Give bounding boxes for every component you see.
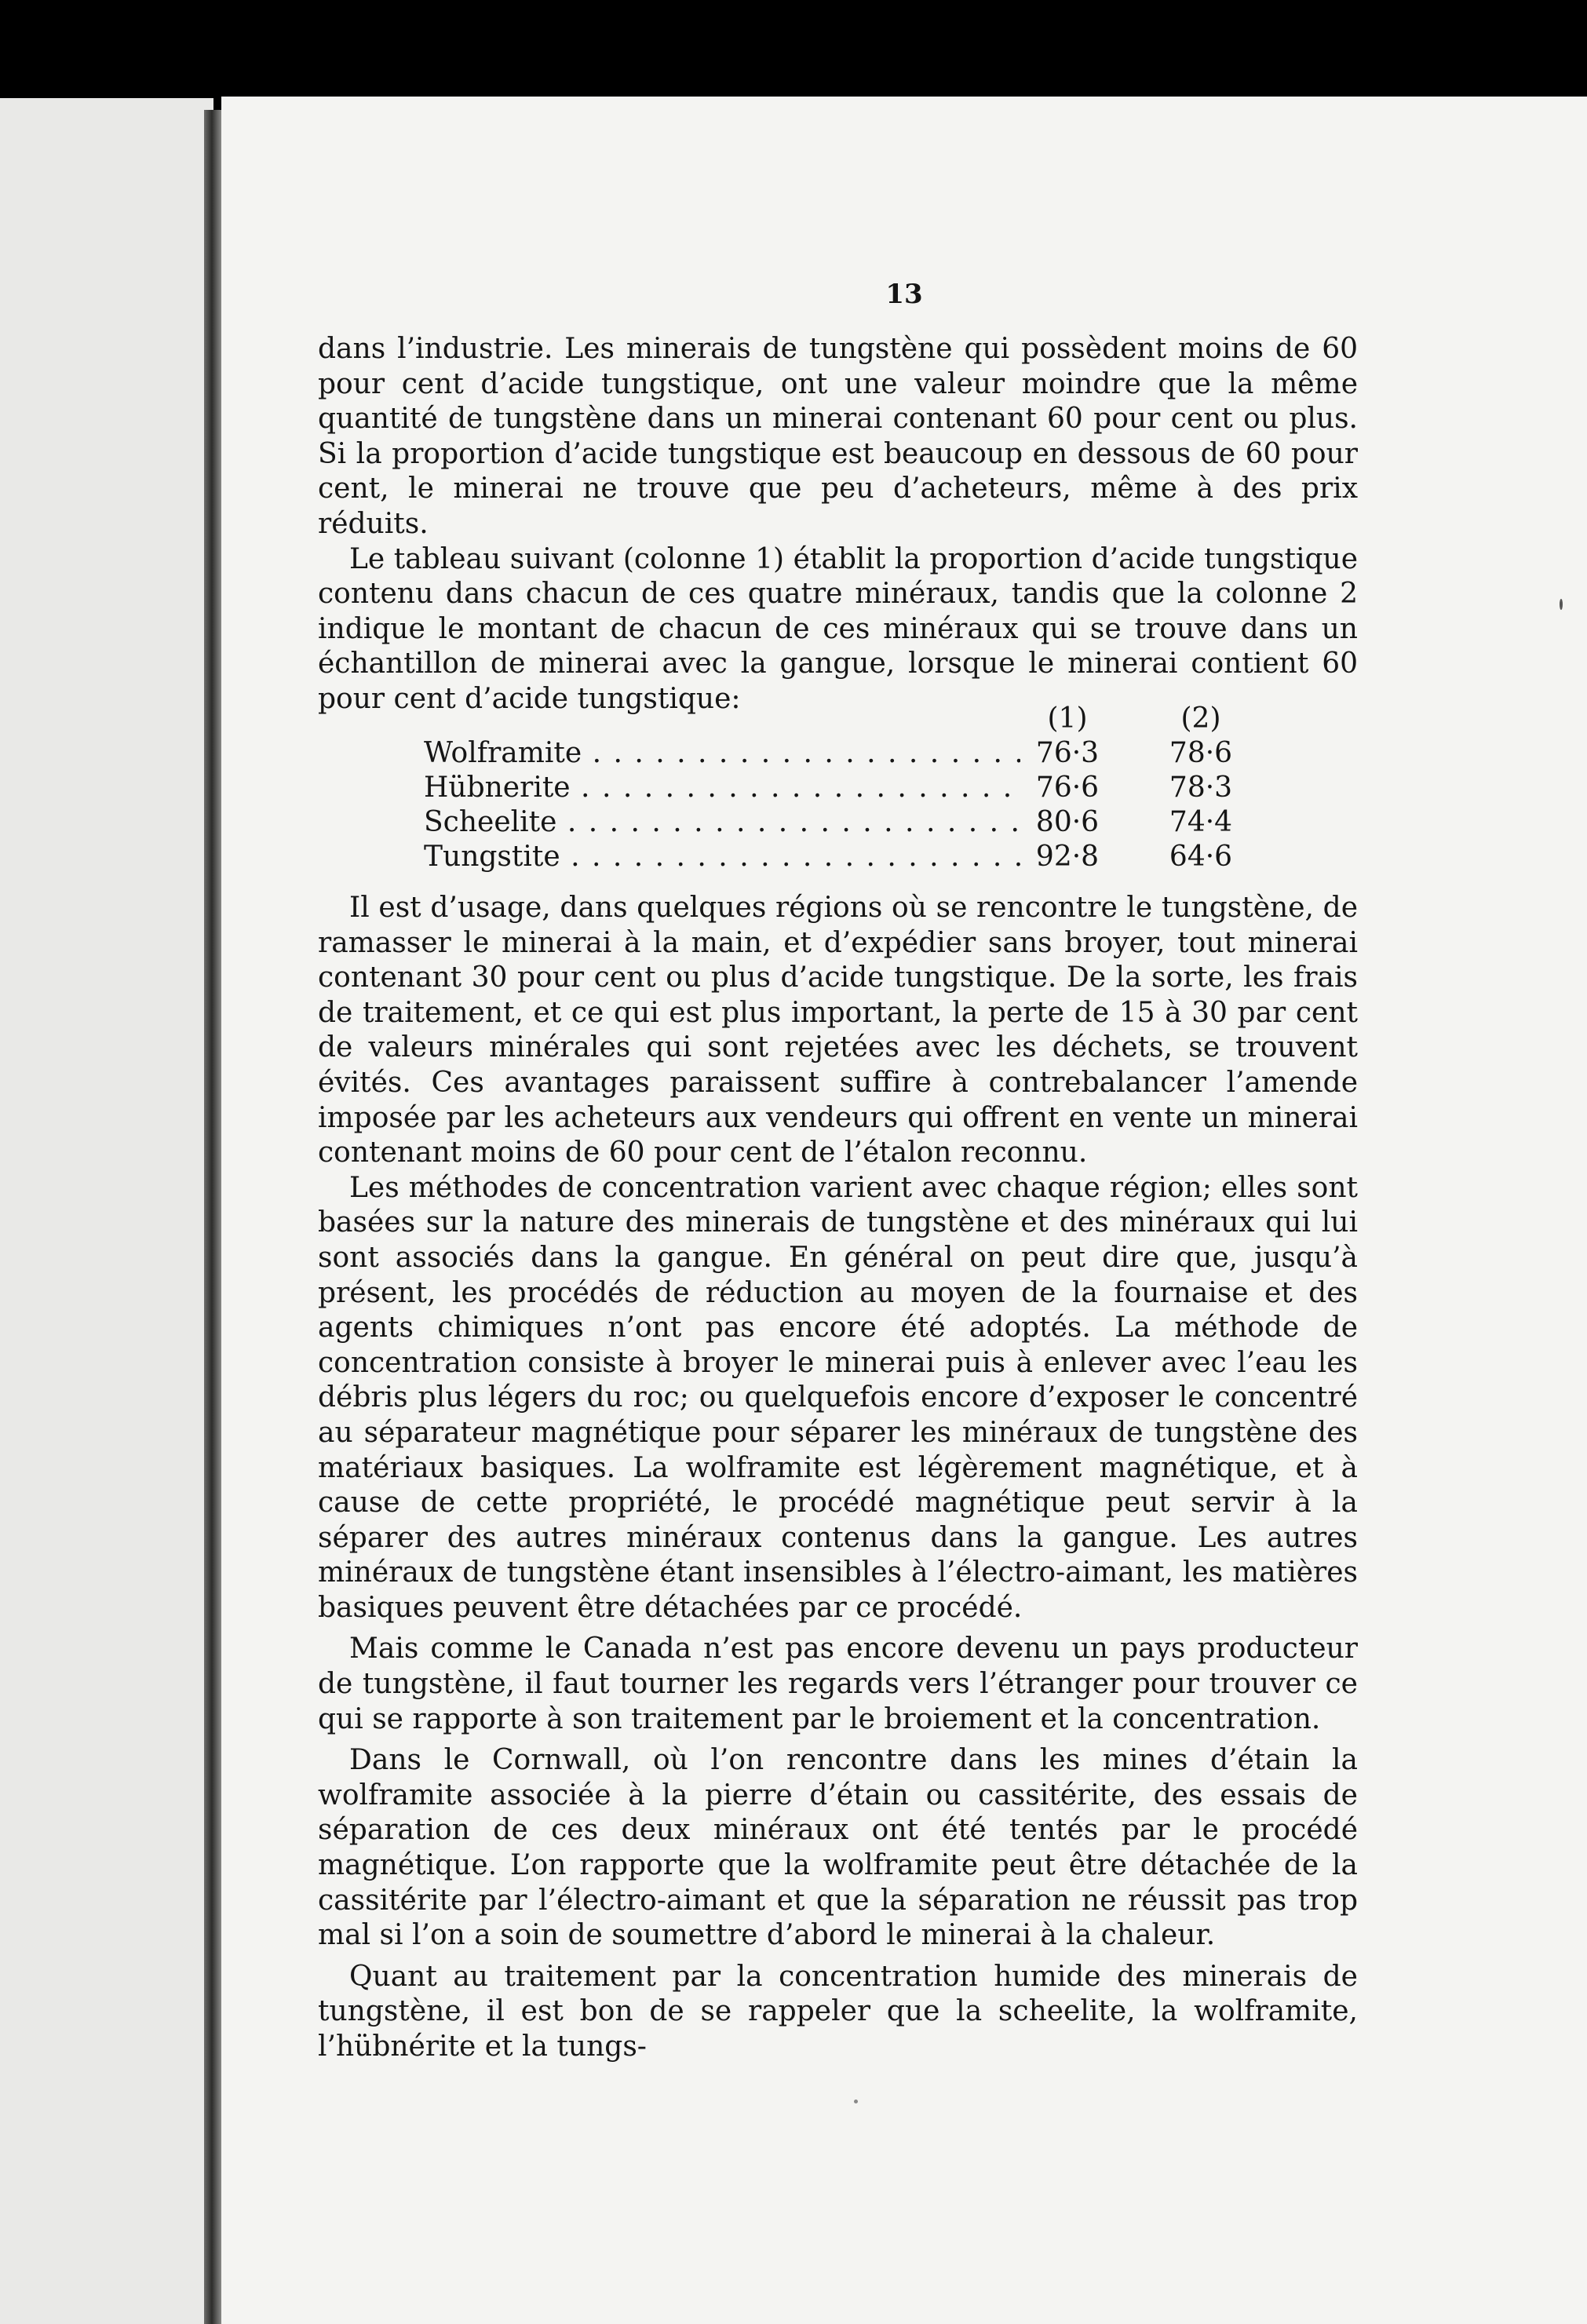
scan-speck bbox=[854, 2100, 858, 2103]
facing-page-edge bbox=[0, 98, 213, 2324]
paragraph-6: Dans le Cornwall, où l’on rencontre dans les mines d’étain la wolframite associée à la pierre d’étain ou cassitérite, des essais de séparation de ces deux minéraux ont été tentés par le procédé magnétique. L’on rapporte que la wolframite peut être détachée de la cassitérite par l’électro-aimant et que la séparation ne réussit pas trop mal si l’on a soin de soumettre d’abord le minerai à la chaleur. bbox=[318, 1744, 1358, 1952]
mineral-name: Hübnerite . . . bbox=[424, 772, 1020, 804]
paragraph-2: Le tableau suivant (colonne 1) établit la proportion d’acide tungstique contenu dans chacun de ces quatre minéraux, tandis que la colonne 2 indique le montant de chacun de ces minéraux qui se trouve dans un échantillon de minerai avec la gangue, lorsque le minerai contient 60 pour cent d’acide tungstique: bbox=[318, 542, 1358, 715]
column-1-value: 76·3 bbox=[1035, 737, 1100, 769]
column-1-header: (1) bbox=[1047, 702, 1088, 735]
paragraph-7: Quant au traitement par la concentration humide des minerais de tungstène, il est bon de se rappeler que la scheelite, la wolframite, l’hübnérite et la tungs- bbox=[318, 1960, 1358, 2063]
column-2-value: 78·3 bbox=[1169, 772, 1233, 804]
table-row bbox=[424, 737, 1287, 772]
mineral-name: Wolframite . . . bbox=[424, 737, 1020, 769]
paragraph-3: Il est d’usage, dans quelques régions où se rencontre le tungstène, de ramasser le minerai à la main, et d’expédier sans broyer, tout minerai contenant 30 pour cent ou plus d’acide tungstique. De la sorte, les frais de traitement, et ce qui est plus important, la perte de 15 à 30 par cent de valeurs minérales qui sont rejetées avec les déchets, se trouvent évités. Ces avantages paraissent suffire à contrebalancer l’amende imposée par les acheteurs aux vendeurs qui offrent en vente un minerai contenant moins de 60 pour cent de l’étalon reconnu. bbox=[318, 892, 1358, 1169]
table-row bbox=[424, 772, 1287, 806]
book-gutter bbox=[204, 110, 221, 2324]
column-2-value: 64·6 bbox=[1169, 841, 1233, 873]
paragraph-5: Mais comme le Canada n’est pas encore devenu un pays producteur de tungstène, il faut tourner les regards vers l’étranger pour trouver ce qui se rapporte à son traitement par le broiement et la concentration. bbox=[318, 1633, 1358, 1735]
table-row bbox=[424, 806, 1287, 841]
table-header-row bbox=[424, 702, 1287, 737]
document-page bbox=[221, 97, 1587, 2324]
paragraph-1: dans l’industrie. Les minerais de tungstène qui possèdent moins de 60 pour cent d’acide tungstique, ont une valeur moindre que la même quantité de tungstène dans un minerai contenant 60 pour cent ou plus. Si la proportion d’acide tungstique est beaucoup en dessous de 60 pour cent, le minerai ne trouve que peu d’acheteurs, même à des prix réduits. bbox=[318, 333, 1358, 540]
column-2-value: 74·4 bbox=[1169, 806, 1233, 838]
column-1-value: 76·6 bbox=[1035, 772, 1100, 804]
page-number: 13 bbox=[885, 279, 923, 310]
table-row bbox=[424, 841, 1287, 875]
body-text-bottom bbox=[318, 891, 1358, 2065]
paragraph-4: Les méthodes de concentration varient avec chaque région; elles sont basées sur la nature des minerais de tungstène et des minéraux qui lui sont associés dans la gangue. En général on peut dire que, jusqu’à présent, les procédés de réduction au moyen de la fournaise et des agents chimiques n’ont pas encore été adoptés. La méthode de concentration consiste à broyer le minerai puis à enlever avec l’eau les débris plus légers du roc; ou quelquefois encore d’exposer le concentré au séparateur magnétique pour séparer les minéraux de tungstène des matériaux basiques. La wolframite est légèrement magnétique, et à cause de cette propriété, le procédé magnétique peut servir à la séparer des autres minéraux contenus dans la gangue. Les autres minéraux de tungstène étant insensibles à l’électro-aimant, les matières basiques peuvent être détachées par ce procédé. bbox=[318, 1171, 1358, 1624]
column-2-value: 78·6 bbox=[1169, 737, 1233, 769]
scan-speck bbox=[1560, 599, 1563, 610]
body-text-top bbox=[318, 332, 1358, 717]
column-2-header: (2) bbox=[1180, 702, 1221, 735]
mineral-name: Scheelite . . . bbox=[424, 806, 1020, 838]
column-1-value: 92·8 bbox=[1035, 841, 1100, 873]
column-1-value: 80·6 bbox=[1035, 806, 1100, 838]
mineral-name: Tungstite . . . bbox=[424, 841, 1020, 873]
